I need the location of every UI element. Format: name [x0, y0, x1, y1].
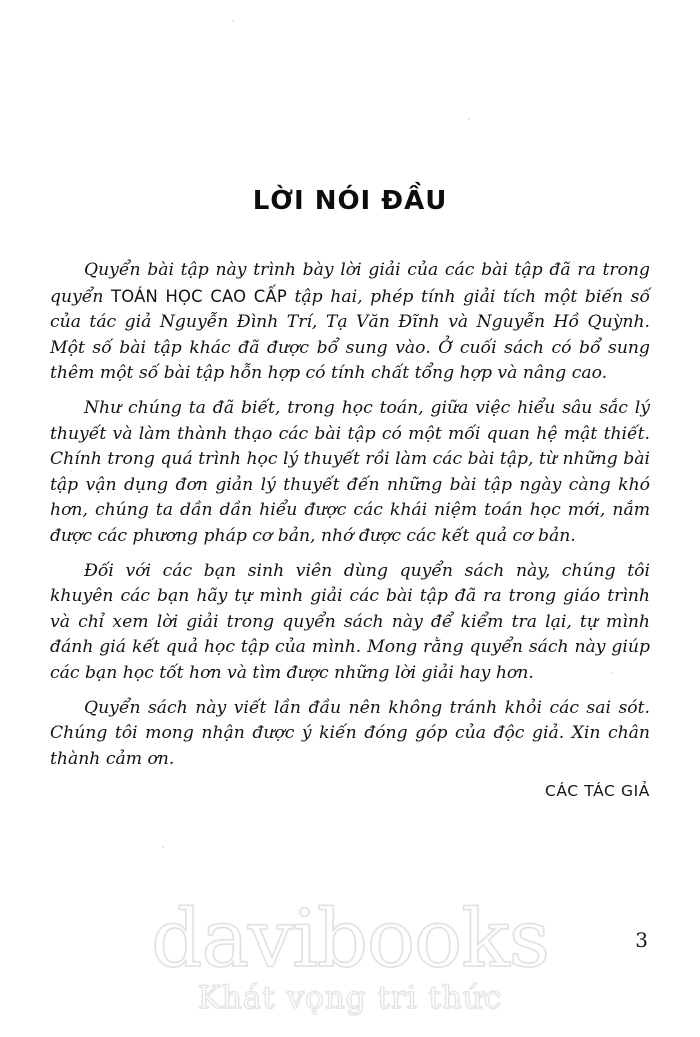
paragraph-1-part-2: tập hai, phép tính giải tích một biến số của tác giả Nguyễn Đình Trí, Tạ Văn Đĩnh và Nguyễn Hồ Quỳnh. Một số bài tập khác đã được bổ sung vào. Ở cuối sách có bổ sung thêm một số bài tập hỗn hợp có tính chất tổng hợp và nâng cao.	[50, 286, 650, 384]
paragraph-1-booktitle: TOÁN HỌC CAO CẤP	[111, 286, 287, 306]
scan-speck	[70, 470, 72, 472]
scan-speck	[611, 672, 613, 674]
paragraph-1	[50, 258, 650, 387]
watermark-tagline: Khát vọng tri thức	[197, 980, 503, 1016]
authors-signature: CÁC TÁC GIẢ	[544, 782, 650, 800]
paragraph-1-part-1: Quyển bài tập này trình bày lời giải của các bài tập đã ra trong quyển	[50, 260, 650, 307]
paragraph-3: Đối với các bạn sinh viên dùng quyển sách này, chúng tôi khuyên các bạn hãy tự mình giải các bài tập đã ra trong giáo trình và chỉ xem lời giải trong quyển sách này để kiểm tra lại, tự mình đánh giá kết quả học tập của mình. Mong rằng quyển sách này giúp các bạn học tốt hơn và tìm được những lời giải hay hơn.	[50, 560, 650, 683]
paragraph-2: Như chúng ta đã biết, trong học toán, giữa việc hiểu sâu sắc lý thuyết và làm thành thạo các bài tập có một mối quan hệ mật thiết. Chính trong quá trình học lý thuyết rồi làm các bài tập, từ những bài tập vận dụng đơn giản lý thuyết đến những bài tập ngày càng khó hơn, chúng ta dần dần hiểu được các khái niệm toán học mới, nắm được các phương pháp cơ bản, nhớ được các kết quả cơ bản.	[50, 397, 650, 546]
watermark	[0, 892, 700, 1016]
scan-speck	[232, 20, 234, 22]
watermark-brand: davibooks	[151, 892, 549, 985]
scan-speck	[162, 846, 164, 848]
scan-speck	[468, 118, 470, 120]
page-title: LỜI NÓI ĐẦU	[252, 186, 448, 216]
page-number: 3	[635, 928, 648, 952]
document-body	[50, 258, 650, 781]
paragraph-4: Quyển sách này viết lần đầu nên không tránh khỏi các sai sót. Chúng tôi mong nhận được ý kiến đóng góp của độc giả. Xin chân thành cảm ơn.	[50, 697, 650, 769]
